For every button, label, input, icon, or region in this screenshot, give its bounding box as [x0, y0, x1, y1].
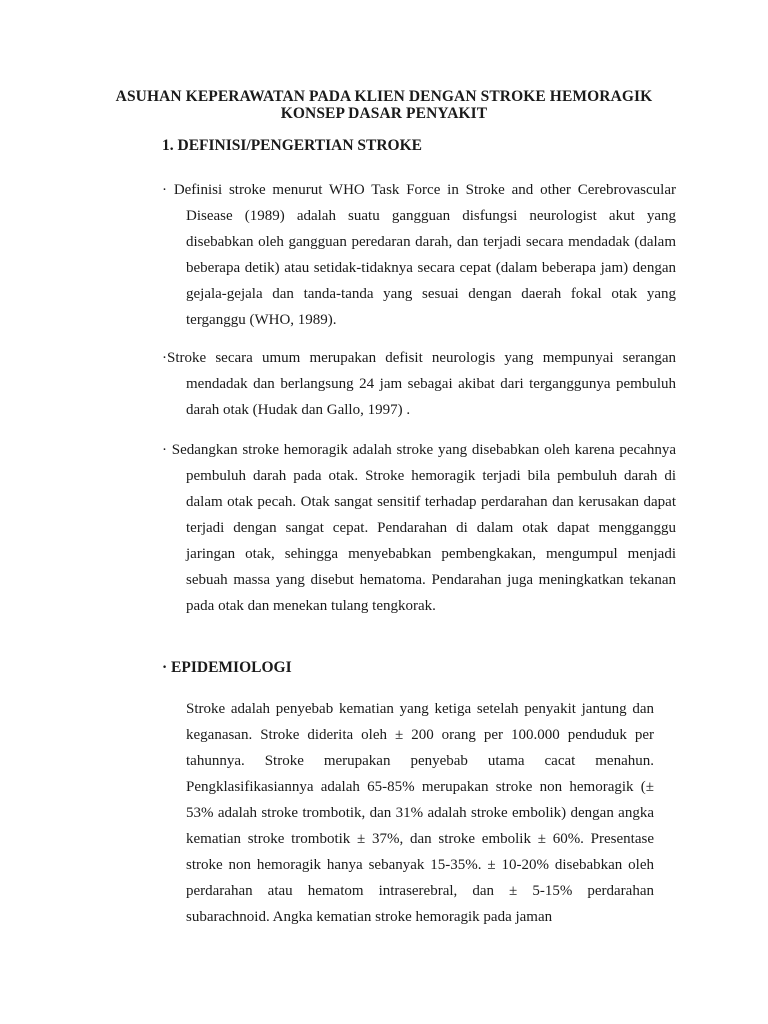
paragraph-definition-hemorrhagic: [162, 437, 676, 619]
paragraph-definition-general: [162, 345, 676, 423]
paragraph-text: Definisi stroke menurut WHO Task Force in Stroke and other Cerebrovascular Disease (1989) adalah suatu gangguan disfungsi neurologist akut yang disebabkan oleh gangguan peredaran darah, dan terjadi secara mendadak (dalam beberapa detik) atau setidak-tidaknya secara cepat (dalam beberapa jam) dengan gejala-gejala dan tanda-tanda yang sesuai dengan daerah fokal otak yang terganggu (WHO, 1989).: [173, 182, 677, 328]
paragraph-epidemiology: Stroke adalah penyebab kematian yang ketiga setelah penyakit jantung dan keganasan. Stroke diderita oleh ± 200 orang per 100.000 penduduk per tahunnya. Stroke merupakan penyebab utama cacat menahun. Pengklasifikasiannya adalah 65-85% merupakan stroke non hemoragik (± 53% adalah stroke trombotik, dan 31% adalah stroke embolik) dengan angka kematian stroke trombotik ± 37%, dan stroke embolik ± 60%. Presentase stroke non hemoragik hanya sebanyak 15-35%. ± 10-20% disebabkan oleh perdarahan atau hematom intraserebral, dan ± 5-15% perdarahan subarachnoid. Angka kematian stroke hemoragik pada jaman: [186, 701, 654, 925]
paragraph-text: Sedangkan stroke hemoragik adalah stroke yang disebabkan oleh karena pecahnya pembuluh darah pada otak. Stroke hemoragik terjadi bila pembuluh darah di dalam otak pecah. Otak sangat sensitif terhadap perdarahan dan kerusakan dapat terjadi dengan sangat cepat. Pendarahan di dalam otak dapat mengganggu jaringan otak, sehingga menyebabkan pembengkakan, mengumpul menjadi sebuah massa yang disebut hematoma. Pendarahan juga meningkatkan tekanan pada otak dan menekan tulang tengkorak.: [171, 442, 677, 614]
bullet-marker: ·: [162, 350, 167, 366]
bullet-marker: ·: [162, 182, 167, 198]
paragraph-definition-who: [162, 177, 676, 333]
section-heading-definition: 1. DEFINISI/PENGERTIAN STROKE: [162, 137, 422, 154]
paragraph-text: Stroke secara umum merupakan defisit neurologis yang mempunyai serangan mendadak dan berlangsung 24 jam sebagai akibat dari terganggunya pembuluh darah otak (Hudak dan Gallo, 1997) .: [167, 350, 676, 418]
document-title: ASUHAN KEPERAWATAN PADA KLIEN DENGAN STROKE HEMORAGIK: [115, 88, 653, 105]
document-subtitle: KONSEP DASAR PENYAKIT: [280, 105, 488, 122]
section-heading-epidemiology: · EPIDEMIOLOGI: [162, 659, 292, 676]
bullet-marker: ·: [162, 442, 167, 458]
